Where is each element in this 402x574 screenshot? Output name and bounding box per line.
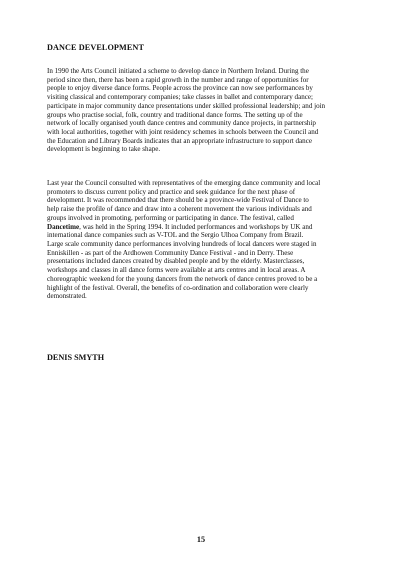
paragraph-line bbox=[47, 223, 369, 232]
paragraph-line: workshops and classes in all dance forms were available at arts centres and in local areas. A bbox=[47, 266, 306, 275]
paragraph-line: with local authorities, together with joint residency schemes in schools between the Council and bbox=[47, 128, 319, 137]
paragraph-line: network of locally organised youth dance centres and community dance projects, in partnership bbox=[47, 119, 316, 128]
paragraph-dance-growth bbox=[47, 67, 369, 154]
paragraph-line-rest: , was held in the Spring 1994. It included performances and workshops by UK and bbox=[79, 222, 313, 231]
paragraph-line: period since then, there has been a rapid growth in the number and range of opportunities for bbox=[47, 75, 309, 84]
section-heading: DANCE DEVELOPMENT bbox=[47, 43, 144, 52]
paragraph-line: Large scale community dance performances involving hundreds of local dancers were staged in bbox=[47, 240, 317, 249]
page-number: 15 bbox=[196, 535, 206, 544]
paragraph-line: development is beginning to take shape. bbox=[47, 145, 161, 154]
paragraph-line: people to enjoy diverse dance forms. People across the province can now see performances by bbox=[47, 84, 313, 93]
paragraph-line: Enniskillen - as part of the Ardhowen Community Dance Festival - and in Derry. These bbox=[47, 248, 294, 257]
paragraph-line: choreographic weekend for the young dancers from the network of dance centres proved to be a bbox=[47, 274, 318, 283]
paragraph-line: development. It was recommended that there should be a province-wide Festival of Dance to bbox=[47, 196, 309, 205]
paragraph-line: international dance companies such as V-TOL and the Sergio Ulhoa Company from Brazil. bbox=[47, 231, 304, 240]
paragraph-line: visiting classical and contemporary companies; take classes in ballet and contemporary dance; bbox=[47, 93, 313, 102]
paragraph-line: Last year the Council consulted with representatives of the emerging dance community and local bbox=[47, 179, 321, 187]
paragraph-festival bbox=[47, 179, 369, 301]
author-name: DENIS SMYTH bbox=[47, 353, 105, 362]
paragraph-line: demonstrated. bbox=[47, 292, 87, 301]
paragraph-line: In 1990 the Arts Council initiated a scheme to develop dance in Northern Ireland. During the bbox=[47, 67, 309, 75]
paragraph-line: groups involved in promoting, performing or participating in dance. The festival, called bbox=[47, 213, 294, 222]
paragraph-line: help raise the profile of dance and draw into a coherent movement the various individuals and bbox=[47, 205, 312, 214]
paragraph-line: groups who practise social, folk, country and traditional dance forms. The setting up of the bbox=[47, 110, 303, 119]
paragraph-line: presentations included dances created by disabled people and by the elderly. Masterclasses, bbox=[47, 257, 305, 266]
festival-name: Dancetime bbox=[47, 222, 80, 231]
paragraph-line: promoters to discuss current policy and practice and seek guidance for the next phase of bbox=[47, 187, 296, 196]
paragraph-line: participate in major community dance presentations under skilled professional leadership; and join bbox=[47, 101, 326, 110]
paragraph-line: highlight of the festival. Overall, the benefits of co-ordination and collaboration were clearly bbox=[47, 283, 309, 292]
paragraph-line: the Education and Library Boards indicates that an appropriate infrastructure to support dance bbox=[47, 136, 312, 145]
